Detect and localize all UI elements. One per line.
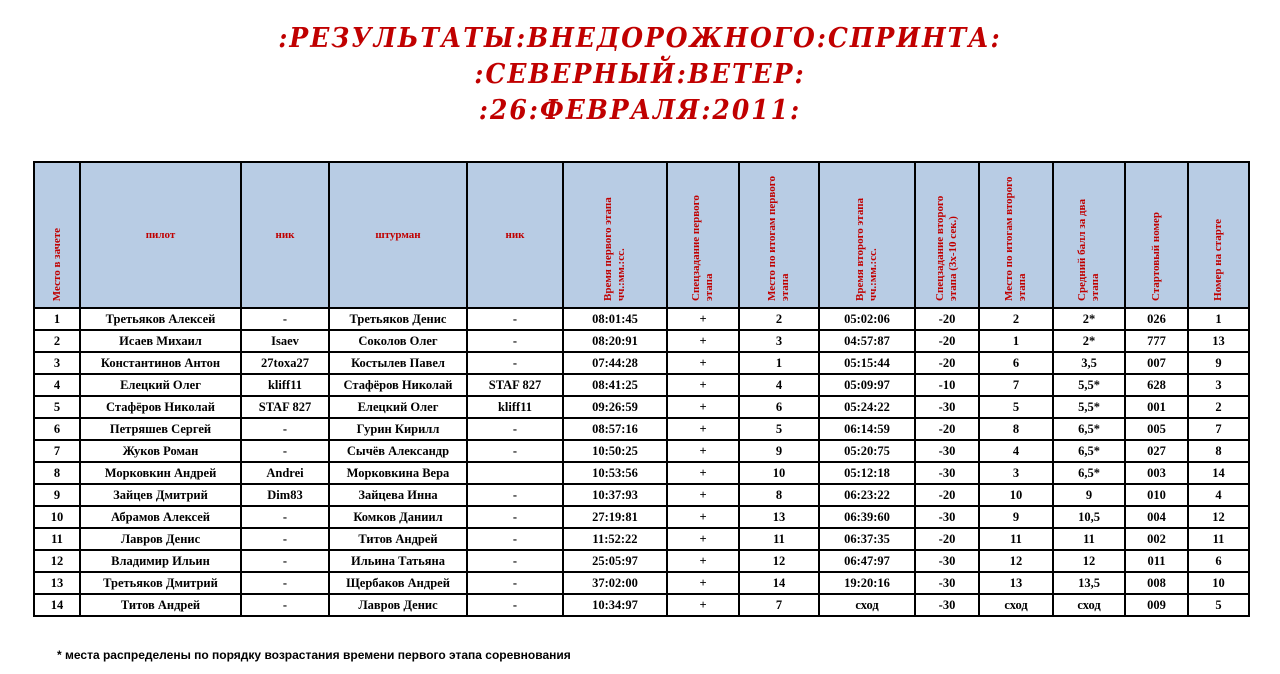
cell-special2: -30 — [915, 506, 979, 528]
cell-pilot: Исаев Михаил — [80, 330, 241, 352]
cell-place1: 7 — [739, 594, 819, 616]
cell-nick2: - — [467, 594, 563, 616]
cell-navigator: Ильина Татьяна — [329, 550, 467, 572]
cell-special2: -30 — [915, 396, 979, 418]
cell-navigator: Костылев Павел — [329, 352, 467, 374]
cell-navigator: Стафёров Николай — [329, 374, 467, 396]
cell-time1: 08:20:91 — [563, 330, 667, 352]
cell-avg: 3,5 — [1053, 352, 1125, 374]
cell-time2: 06:39:60 — [819, 506, 915, 528]
cell-time2: 06:47:97 — [819, 550, 915, 572]
cell-start-no: 628 — [1125, 374, 1188, 396]
cell-place2: 13 — [979, 572, 1053, 594]
cell-place: 1 — [34, 308, 80, 330]
cell-pilot: Елецкий Олег — [80, 374, 241, 396]
cell-place1: 1 — [739, 352, 819, 374]
cell-place: 4 — [34, 374, 80, 396]
cell-place2: 12 — [979, 550, 1053, 572]
cell-nick2: kliff11 — [467, 396, 563, 418]
cell-place2: 5 — [979, 396, 1053, 418]
cell-special1: + — [667, 440, 739, 462]
cell-avg: 2* — [1053, 330, 1125, 352]
cell-place2: 4 — [979, 440, 1053, 462]
cell-start-no: 003 — [1125, 462, 1188, 484]
cell-nick1: - — [241, 550, 329, 572]
cell-place: 13 — [34, 572, 80, 594]
cell-time1: 10:37:93 — [563, 484, 667, 506]
cell-time2: 05:02:06 — [819, 308, 915, 330]
cell-special1: + — [667, 528, 739, 550]
cell-pilot: Владимир Ильин — [80, 550, 241, 572]
cell-start-pos: 9 — [1188, 352, 1249, 374]
cell-pilot: Жуков Роман — [80, 440, 241, 462]
cell-place: 8 — [34, 462, 80, 484]
cell-place2: 8 — [979, 418, 1053, 440]
cell-place1: 2 — [739, 308, 819, 330]
cell-avg: 6,5* — [1053, 440, 1125, 462]
cell-avg: 2* — [1053, 308, 1125, 330]
cell-special1: + — [667, 352, 739, 374]
header-row — [34, 162, 1249, 308]
cell-special1: + — [667, 484, 739, 506]
table-row — [34, 418, 1249, 440]
cell-time2: 06:23:22 — [819, 484, 915, 506]
cell-start-pos: 13 — [1188, 330, 1249, 352]
table-row — [34, 594, 1249, 616]
cell-nick2: - — [467, 506, 563, 528]
cell-nick2 — [467, 462, 563, 484]
cell-start-pos: 12 — [1188, 506, 1249, 528]
cell-start-no: 027 — [1125, 440, 1188, 462]
cell-start-no: 026 — [1125, 308, 1188, 330]
cell-place: 2 — [34, 330, 80, 352]
cell-start-pos: 1 — [1188, 308, 1249, 330]
cell-nick1: - — [241, 506, 329, 528]
cell-special1: + — [667, 550, 739, 572]
cell-start-pos: 7 — [1188, 418, 1249, 440]
cell-nick2: - — [467, 484, 563, 506]
cell-nick1: - — [241, 528, 329, 550]
cell-nick2: - — [467, 308, 563, 330]
cell-place1: 8 — [739, 484, 819, 506]
cell-place1: 11 — [739, 528, 819, 550]
cell-time2: 06:37:35 — [819, 528, 915, 550]
cell-start-pos: 11 — [1188, 528, 1249, 550]
cell-avg: 12 — [1053, 550, 1125, 572]
cell-nick2: - — [467, 550, 563, 572]
cell-time1: 37:02:00 — [563, 572, 667, 594]
cell-avg: 6,5* — [1053, 418, 1125, 440]
cell-time1: 08:57:16 — [563, 418, 667, 440]
cell-place: 14 — [34, 594, 80, 616]
cell-avg: 5,5* — [1053, 396, 1125, 418]
cell-start-pos: 2 — [1188, 396, 1249, 418]
cell-special2: -20 — [915, 330, 979, 352]
cell-special1: + — [667, 594, 739, 616]
header-special1: Спецзадание первого этапа — [667, 162, 739, 308]
cell-start-pos: 8 — [1188, 440, 1249, 462]
cell-nick1: Isaev — [241, 330, 329, 352]
cell-start-pos: 4 — [1188, 484, 1249, 506]
cell-special2: -30 — [915, 594, 979, 616]
cell-nick2: - — [467, 352, 563, 374]
cell-time2: 05:15:44 — [819, 352, 915, 374]
cell-pilot: Морковкин Андрей — [80, 462, 241, 484]
cell-start-no: 001 — [1125, 396, 1188, 418]
cell-nick1: - — [241, 572, 329, 594]
cell-nick1: Dim83 — [241, 484, 329, 506]
cell-place2: сход — [979, 594, 1053, 616]
header-time1: Время первого этапа чч.:мм.:сс. — [563, 162, 667, 308]
cell-start-no: 005 — [1125, 418, 1188, 440]
title-line-2: :СЕВЕРНЫЙ:ВЕТЕР: — [474, 57, 806, 90]
cell-avg: 9 — [1053, 484, 1125, 506]
header-nick2: ник — [467, 162, 563, 308]
cell-avg: 11 — [1053, 528, 1125, 550]
cell-place1: 3 — [739, 330, 819, 352]
cell-place: 11 — [34, 528, 80, 550]
cell-time1: 10:50:25 — [563, 440, 667, 462]
cell-pilot: Зайцев Дмитрий — [80, 484, 241, 506]
cell-place1: 13 — [739, 506, 819, 528]
header-avg: Средний балл за два этапа — [1053, 162, 1125, 308]
header-place2: Место по итогам второго этапа — [979, 162, 1053, 308]
cell-special2: -20 — [915, 352, 979, 374]
cell-start-no: 008 — [1125, 572, 1188, 594]
header-place: Место в зачете — [34, 162, 80, 308]
cell-place: 9 — [34, 484, 80, 506]
cell-place2: 6 — [979, 352, 1053, 374]
table-row — [34, 352, 1249, 374]
cell-time1: 09:26:59 — [563, 396, 667, 418]
cell-time2: 05:24:22 — [819, 396, 915, 418]
cell-special2: -30 — [915, 462, 979, 484]
table-row — [34, 440, 1249, 462]
title-line-3: :26:ФЕВРАЛЯ:2011: — [478, 93, 802, 126]
cell-place2: 7 — [979, 374, 1053, 396]
cell-time1: 07:44:28 — [563, 352, 667, 374]
cell-place2: 2 — [979, 308, 1053, 330]
cell-start-pos: 5 — [1188, 594, 1249, 616]
cell-start-no: 002 — [1125, 528, 1188, 550]
cell-avg: 10,5 — [1053, 506, 1125, 528]
cell-navigator: Лавров Денис — [329, 594, 467, 616]
cell-special2: -30 — [915, 550, 979, 572]
cell-nick1: - — [241, 594, 329, 616]
title-line-1: :РЕЗУЛЬТАТЫ:ВНЕДОРОЖНОГО:СПРИНТА: — [278, 21, 1002, 54]
cell-pilot: Третьяков Дмитрий — [80, 572, 241, 594]
cell-special1: + — [667, 572, 739, 594]
cell-start-no: 010 — [1125, 484, 1188, 506]
header-special2: Спецзадание второго этапа (3х-10 сек.) — [915, 162, 979, 308]
cell-time1: 08:01:45 — [563, 308, 667, 330]
cell-special1: + — [667, 418, 739, 440]
cell-navigator: Елецкий Олег — [329, 396, 467, 418]
cell-pilot: Третьяков Алексей — [80, 308, 241, 330]
cell-start-no: 777 — [1125, 330, 1188, 352]
table-row — [34, 506, 1249, 528]
cell-time1: 10:34:97 — [563, 594, 667, 616]
cell-place1: 10 — [739, 462, 819, 484]
cell-special2: -30 — [915, 440, 979, 462]
cell-time1: 27:19:81 — [563, 506, 667, 528]
cell-place1: 14 — [739, 572, 819, 594]
cell-pilot: Абрамов Алексей — [80, 506, 241, 528]
cell-place2: 11 — [979, 528, 1053, 550]
cell-pilot: Константинов Антон — [80, 352, 241, 374]
cell-navigator: Гурин Кирилл — [329, 418, 467, 440]
table-row — [34, 572, 1249, 594]
cell-place: 7 — [34, 440, 80, 462]
cell-nick1: kliff11 — [241, 374, 329, 396]
cell-nick2: - — [467, 572, 563, 594]
cell-place2: 3 — [979, 462, 1053, 484]
cell-nick1: Andrei — [241, 462, 329, 484]
cell-navigator: Морковкина Вера — [329, 462, 467, 484]
document-title — [0, 20, 1280, 128]
table-row — [34, 528, 1249, 550]
cell-time2: 04:57:87 — [819, 330, 915, 352]
cell-avg: 5,5* — [1053, 374, 1125, 396]
cell-place2: 1 — [979, 330, 1053, 352]
results-table — [33, 161, 1250, 617]
cell-pilot: Петряшев Сергей — [80, 418, 241, 440]
cell-nick2: - — [467, 440, 563, 462]
cell-navigator: Сычёв Александр — [329, 440, 467, 462]
cell-avg: 6,5* — [1053, 462, 1125, 484]
cell-start-no: 009 — [1125, 594, 1188, 616]
header-start-no: Стартовый номер — [1125, 162, 1188, 308]
cell-nick1: - — [241, 308, 329, 330]
cell-special1: + — [667, 462, 739, 484]
cell-pilot: Титов Андрей — [80, 594, 241, 616]
cell-special2: -20 — [915, 484, 979, 506]
header-navigator: штурман — [329, 162, 467, 308]
cell-special1: + — [667, 308, 739, 330]
cell-nick1: - — [241, 418, 329, 440]
cell-nick2: - — [467, 330, 563, 352]
cell-start-pos: 14 — [1188, 462, 1249, 484]
cell-time1: 11:52:22 — [563, 528, 667, 550]
cell-special1: + — [667, 506, 739, 528]
cell-navigator: Щербаков Андрей — [329, 572, 467, 594]
table-row — [34, 396, 1249, 418]
cell-start-no: 011 — [1125, 550, 1188, 572]
cell-nick2: - — [467, 528, 563, 550]
cell-nick2: - — [467, 418, 563, 440]
footnote: * места распределены по порядку возрастания времени первого этапа соревнования — [57, 648, 571, 662]
table-row — [34, 484, 1249, 506]
cell-pilot: Лавров Денис — [80, 528, 241, 550]
cell-place: 6 — [34, 418, 80, 440]
cell-special1: + — [667, 374, 739, 396]
table-row — [34, 462, 1249, 484]
cell-place1: 5 — [739, 418, 819, 440]
cell-place: 5 — [34, 396, 80, 418]
cell-special2: -20 — [915, 418, 979, 440]
cell-special2: -30 — [915, 572, 979, 594]
cell-place: 3 — [34, 352, 80, 374]
cell-time2: 05:12:18 — [819, 462, 915, 484]
cell-avg: сход — [1053, 594, 1125, 616]
cell-start-no: 007 — [1125, 352, 1188, 374]
cell-special2: -20 — [915, 528, 979, 550]
cell-start-pos: 3 — [1188, 374, 1249, 396]
cell-nick1: 27toxa27 — [241, 352, 329, 374]
header-nick1: ник — [241, 162, 329, 308]
cell-place2: 9 — [979, 506, 1053, 528]
table-row — [34, 550, 1249, 572]
cell-time1: 25:05:97 — [563, 550, 667, 572]
cell-place1: 4 — [739, 374, 819, 396]
cell-place: 12 — [34, 550, 80, 572]
cell-navigator: Зайцева Инна — [329, 484, 467, 506]
cell-start-pos: 6 — [1188, 550, 1249, 572]
cell-time2: 05:20:75 — [819, 440, 915, 462]
cell-time1: 10:53:56 — [563, 462, 667, 484]
cell-special2: -10 — [915, 374, 979, 396]
header-start-pos: Номер на старте — [1188, 162, 1249, 308]
cell-time2: сход — [819, 594, 915, 616]
cell-place1: 9 — [739, 440, 819, 462]
cell-special1: + — [667, 330, 739, 352]
header-place1: Место по итогам первого этапа — [739, 162, 819, 308]
cell-navigator: Комков Даниил — [329, 506, 467, 528]
cell-nick2: STAF 827 — [467, 374, 563, 396]
cell-navigator: Титов Андрей — [329, 528, 467, 550]
table-row — [34, 330, 1249, 352]
table-row — [34, 308, 1249, 330]
table-row — [34, 374, 1249, 396]
cell-time1: 08:41:25 — [563, 374, 667, 396]
cell-nick1: STAF 827 — [241, 396, 329, 418]
cell-place1: 6 — [739, 396, 819, 418]
cell-pilot: Стафёров Николай — [80, 396, 241, 418]
cell-nick1: - — [241, 440, 329, 462]
cell-time2: 05:09:97 — [819, 374, 915, 396]
cell-start-pos: 10 — [1188, 572, 1249, 594]
cell-place2: 10 — [979, 484, 1053, 506]
cell-time2: 19:20:16 — [819, 572, 915, 594]
header-pilot: пилот — [80, 162, 241, 308]
cell-navigator: Соколов Олег — [329, 330, 467, 352]
cell-place: 10 — [34, 506, 80, 528]
cell-special2: -20 — [915, 308, 979, 330]
cell-time2: 06:14:59 — [819, 418, 915, 440]
header-time2: Время второго этапа чч.:мм.:сс. — [819, 162, 915, 308]
cell-place1: 12 — [739, 550, 819, 572]
cell-special1: + — [667, 396, 739, 418]
cell-avg: 13,5 — [1053, 572, 1125, 594]
cell-start-no: 004 — [1125, 506, 1188, 528]
cell-navigator: Третьяков Денис — [329, 308, 467, 330]
